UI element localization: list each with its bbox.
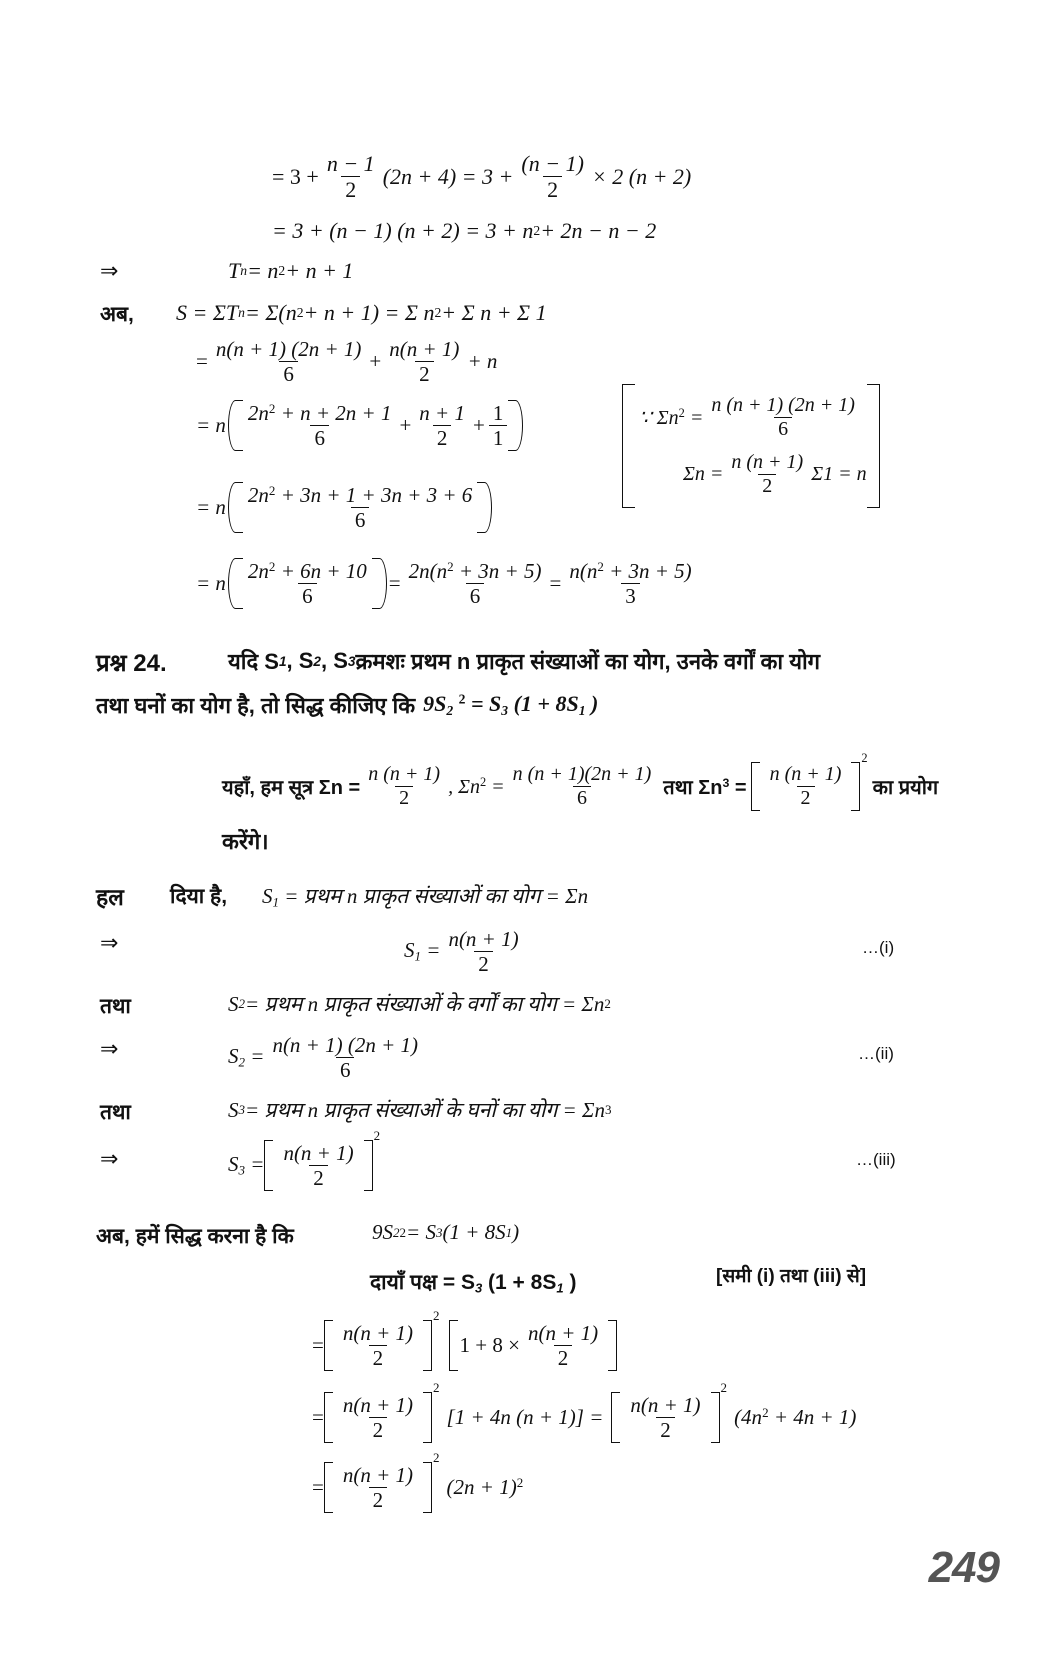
fraction-simplified-2 — [405, 560, 546, 607]
formula-note-mid-2: तथा $\Sigma n^3$ = — [663, 776, 747, 799]
square-bracket-step2-b — [611, 1380, 728, 1443]
equation-ref-ii: …(ii) — [858, 1044, 894, 1063]
square-bracket-step1-b — [449, 1320, 618, 1371]
fraction-n-minus-1-over-2 — [323, 152, 379, 201]
round-bracket-group-3 — [226, 558, 389, 609]
bracket-exponent: 2 — [861, 750, 868, 765]
fraction-denominator: 2 — [395, 786, 413, 809]
fraction-numerator: n(n + 1) (2n + 1) — [215, 337, 362, 361]
page-number: 249 — [928, 1543, 999, 1592]
bracket-right — [423, 1320, 432, 1371]
fraction-s2 — [268, 1034, 422, 1081]
fraction-denominator: 6 — [774, 417, 792, 440]
fraction-denominator: 2 — [554, 1345, 573, 1369]
bracket-left — [611, 1392, 620, 1443]
ab-label: अब, — [100, 303, 134, 326]
fraction-expanded-2 — [415, 402, 469, 449]
side-note-sum-one: Σ1 = n — [811, 463, 867, 485]
solution-s1-definition — [262, 882, 588, 911]
round-bracket-group-2 — [226, 482, 494, 533]
s3-lhs: $S_3$ = — [228, 1152, 265, 1178]
formula-note-mid-1: , $\Sigma n^2$ = — [448, 774, 505, 798]
question-label: प्रश्न 24. — [96, 650, 167, 677]
fraction-numerator: n(n + 1) — [630, 1393, 701, 1417]
round-bracket-right — [484, 482, 494, 533]
round-bracket-content — [236, 482, 484, 533]
side-note-row-2 — [683, 452, 907, 497]
fraction-numerator: n(n + 1) — [389, 337, 460, 361]
bracket-right — [423, 1462, 432, 1513]
bracket-left — [449, 1320, 458, 1371]
solution-s2-equation — [228, 1034, 426, 1081]
fraction-sum-squares — [707, 395, 859, 440]
bracket-left — [622, 384, 635, 508]
sum-line-3 — [196, 400, 525, 451]
formula-note-lead: यहाँ, हम सूत्र Σn = — [222, 777, 361, 799]
solution-s1-equation — [404, 928, 527, 975]
fraction-formula-sum-n — [364, 764, 444, 809]
s1-def-math: $S_1$ = प्रथम n प्राकृत संख्याओं का योग = Σn — [262, 884, 589, 910]
fraction-numerator: $2n^2 + 3n + 1 + 3n + 3 + 6$ — [247, 483, 473, 508]
fraction-step2-a — [339, 1394, 417, 1441]
sum-line3-eq: = n — [196, 413, 226, 438]
fraction-denominator: 2 — [341, 176, 360, 201]
tatha-label-2: तथा — [100, 1101, 131, 1124]
bracket-exponent: 2 — [720, 1380, 728, 1396]
round-bracket-content — [236, 558, 379, 609]
bracket-content — [620, 1392, 710, 1443]
bracket-right — [711, 1392, 720, 1443]
proof-step-3 — [312, 1450, 524, 1513]
fraction-formula-sum-squares — [509, 764, 656, 809]
bracket-content — [333, 1462, 423, 1513]
implies-arrow-2: ⇒ — [100, 930, 119, 955]
fraction-n-minus-1-paren-over-2 — [517, 152, 588, 201]
round-bracket-content — [236, 400, 515, 451]
round-bracket-left — [226, 558, 236, 609]
proof-intro-math: 9S 2 2 = S 3 (1 + 8S 1 ) — [372, 1220, 520, 1244]
bracket-left — [324, 1392, 333, 1443]
bracket-right — [608, 1320, 617, 1371]
proof-step1-eq: = — [312, 1333, 324, 1358]
fraction-numerator: n − 1 — [326, 151, 375, 176]
bracket-right — [423, 1392, 432, 1443]
sum-line5-eq-2: = — [388, 571, 401, 596]
question-text-line2-prefix: तथा घनों का योग है, तो सिद्ध कीजिए कि — [96, 693, 416, 718]
proof-rhs-label — [370, 1268, 576, 1296]
fraction-step2-b — [626, 1394, 704, 1441]
fraction-denominator: 2 — [797, 786, 815, 809]
fraction-s-term-1 — [212, 338, 366, 385]
fraction-numerator: n(n + 1) — [448, 927, 519, 951]
side-note-sum-squares-lead: ∵ $\Sigma n^2$ = — [639, 406, 704, 429]
bracket-exponent: 2 — [433, 1308, 440, 1324]
sum-line-5 — [196, 558, 700, 609]
side-note-formula-box — [622, 384, 880, 508]
square-bracket-s3 — [264, 1128, 381, 1191]
derivation-line-2: = 3 + (n − 1) (n + 2) = 3 + n 2 + 2n − n − 2 — [272, 218, 657, 243]
s2-lhs: $S_2$ = — [228, 1044, 265, 1070]
fraction-numerator: n (n + 1) — [731, 451, 804, 473]
fraction-numerator: n(n + 1) — [283, 1141, 354, 1165]
square-bracket-step2-a — [324, 1380, 440, 1443]
fraction-numerator: n + 1 — [419, 401, 465, 426]
fraction-numerator: (n − 1) — [521, 151, 584, 176]
fraction-numerator: $2n^2 + 6n + 10$ — [247, 559, 367, 584]
bracket-content — [273, 1140, 363, 1191]
fraction-denominator: 2 — [309, 1165, 328, 1189]
proof-step1-prefix: 1 + 8 × — [459, 1333, 520, 1358]
round-bracket-group-1 — [226, 400, 525, 451]
fraction-numerator: $2n(n^2 + 3n + 5)$ — [408, 559, 542, 584]
bracket-left — [264, 1140, 273, 1191]
derivation-line-1 — [272, 152, 691, 201]
fraction-denominator: 6 — [298, 583, 317, 607]
rhs-label-text: दायाँ पक्ष = $S_3$ ($1 + 8S_1$ ) — [370, 1271, 577, 1296]
fraction-final-result — [565, 560, 695, 607]
bracket-content — [458, 1320, 609, 1371]
fraction-s-term-2 — [385, 338, 463, 385]
square-bracket-formula-cubes — [751, 750, 868, 811]
bracket-exponent: 2 — [433, 1450, 440, 1466]
round-bracket-left — [226, 400, 236, 451]
implies-arrow-1: ⇒ — [100, 258, 119, 283]
question-text-line-2 — [96, 690, 598, 720]
derivation-line1-lhs: = 3 + — [272, 163, 319, 189]
side-note-row-1 — [639, 395, 863, 440]
formula-note-tail: का प्रयोग — [872, 777, 939, 799]
fraction-s3 — [279, 1142, 357, 1189]
square-bracket-step1-a — [324, 1308, 440, 1371]
fraction-numerator: n(n + 1) — [342, 1321, 414, 1345]
fraction-denominator: 2 — [369, 1487, 388, 1511]
fraction-formula-cubes — [766, 764, 846, 809]
fraction-denominator: 2 — [656, 1417, 675, 1441]
fraction-numerator: n (n + 1) (2n + 1) — [711, 394, 855, 416]
bracket-right — [364, 1140, 373, 1191]
fraction-denominator: 2 — [758, 474, 776, 497]
sum-line3-plus-2: + — [472, 413, 485, 438]
sum-line-2 — [196, 338, 497, 385]
proof-intro: अब, हमें सिद्ध करना है कि — [96, 1225, 294, 1248]
fraction-numerator: $n(n^2 + 3n + 5)$ — [569, 559, 692, 584]
bracket-left — [324, 1320, 333, 1371]
sum-line2-eq: = — [196, 349, 208, 374]
side-note-sum-n-lead: Σn = — [683, 463, 724, 485]
equation-ref-i: …(i) — [862, 938, 895, 957]
sum-line2-plus-1: + — [369, 349, 382, 374]
fraction-numerator: n (n + 1) — [769, 763, 842, 785]
fraction-expanded-1 — [244, 402, 396, 449]
proof-step3-tail: $(2n + 1)^2$ — [446, 1474, 524, 1500]
sum-line5-eq: = n — [196, 571, 226, 596]
solution-s2-definition: S 2 = प्रथम n प्राकृत संख्याओं के वर्गों का योग = Σn 2 — [228, 991, 611, 1016]
bracket-content — [333, 1392, 423, 1443]
proof-step-1 — [312, 1308, 617, 1371]
derivation-line1-mid: (2n + 4) = 3 + — [382, 163, 514, 189]
fraction-denominator: 6 — [573, 786, 591, 809]
round-bracket-left — [226, 482, 236, 533]
question-text-line-1: यदि S 1 , S 2 , S 3 क्रमशः प्रथम n प्राकृत संख्याओं का योग, उनके वर्गों का योग — [228, 648, 821, 674]
formula-note-line-1 — [222, 750, 939, 811]
implies-arrow-4: ⇒ — [100, 1146, 119, 1171]
fraction-step1-a — [339, 1322, 417, 1369]
square-bracket-step3 — [324, 1450, 440, 1513]
fraction-numerator: n(n + 1) — [342, 1393, 414, 1417]
bracket-exponent: 2 — [433, 1380, 440, 1396]
bracket-right — [851, 762, 860, 811]
fraction-numerator: n (n + 1)(2n + 1) — [512, 763, 652, 785]
solution-s3-definition: S 3 = प्रथम n प्राकृत संख्याओं के घनों का योग = Σn 3 — [228, 1097, 612, 1122]
fraction-numerator: n(n + 1) (2n + 1) — [272, 1033, 419, 1057]
fraction-simplified-1 — [244, 560, 371, 607]
fraction-denominator: 2 — [474, 951, 493, 975]
solution-label: हल — [96, 884, 124, 910]
fraction-numerator: n (n + 1) — [368, 763, 441, 785]
fraction-denominator: 6 — [279, 361, 298, 385]
fraction-numerator: $2n^2 + n + 2n + 1$ — [247, 401, 392, 426]
proof-step3-eq: = — [312, 1475, 324, 1500]
fraction-collected — [244, 484, 476, 531]
implies-arrow-3: ⇒ — [100, 1036, 119, 1061]
fraction-numerator: n(n + 1) — [342, 1463, 414, 1487]
solution-s3-equation — [228, 1128, 381, 1191]
proof-step1-annotation: [समी (i) तथा (iii) से] — [716, 1266, 867, 1287]
sum-line-1: S = ΣT n = Σ(n 2 + n + 1) = Σ n 2 + Σ n + Σ 1 — [176, 300, 547, 325]
fraction-denominator: 6 — [466, 583, 485, 607]
fraction-denominator: 2 — [543, 176, 562, 201]
fraction-numerator: 1 — [492, 401, 504, 426]
bracket-left — [751, 762, 760, 811]
fraction-step3 — [339, 1464, 417, 1511]
formula-note-line-2: करेंगे। — [222, 829, 269, 854]
bracket-left — [324, 1462, 333, 1513]
fraction-denominator: 6 — [310, 425, 329, 449]
fraction-sum-n — [727, 452, 807, 497]
sum-line3-plus-1: + — [399, 413, 412, 438]
sum-line4-eq: = n — [196, 495, 226, 520]
bracket-content — [333, 1320, 423, 1371]
solution-given-lead: दिया है, — [170, 885, 228, 908]
question-statement-math: $9S_2$ $^2 = S_3$ ($1 + 8S_1$ ) — [423, 691, 599, 718]
fraction-denominator: 2 — [369, 1417, 388, 1441]
s1-lhs: $S_1$ = — [404, 938, 441, 964]
derivation-line1-tail: × 2 (n + 2) — [591, 163, 692, 189]
fraction-denominator: 1 — [489, 425, 508, 449]
fraction-expanded-3 — [489, 402, 508, 449]
fraction-denominator: 6 — [351, 507, 370, 531]
fraction-denominator: 3 — [621, 583, 640, 607]
fraction-s1 — [444, 928, 522, 975]
sum-line-4 — [196, 482, 494, 533]
proof-step2-tail: $(4n^2 + 4n + 1)$ — [734, 1404, 857, 1430]
side-note-content — [635, 384, 867, 508]
proof-step-2 — [312, 1380, 857, 1443]
tatha-label-1: तथा — [100, 995, 131, 1018]
sum-line5-eq-3: = — [549, 571, 562, 596]
proof-step2-mid: [1 + 4n (n + 1)] = — [446, 1405, 604, 1430]
fraction-numerator: n(n + 1) — [527, 1321, 599, 1345]
fraction-denominator: 6 — [336, 1057, 355, 1081]
bracket-content — [760, 762, 852, 811]
round-bracket-right — [379, 558, 389, 609]
round-bracket-right — [515, 400, 525, 451]
sum-line2-plus-2: + n — [467, 349, 498, 374]
fraction-denominator: 2 — [433, 425, 452, 449]
fraction-denominator: 2 — [415, 361, 434, 385]
bracket-exponent: 2 — [373, 1128, 381, 1144]
proof-step2-eq: = — [312, 1405, 324, 1430]
derivation-line-3: T n = n 2 + n + 1 — [228, 258, 354, 283]
fraction-denominator: 2 — [369, 1345, 388, 1369]
fraction-step1-b — [524, 1322, 602, 1369]
equation-ref-iii: …(iii) — [856, 1150, 896, 1169]
